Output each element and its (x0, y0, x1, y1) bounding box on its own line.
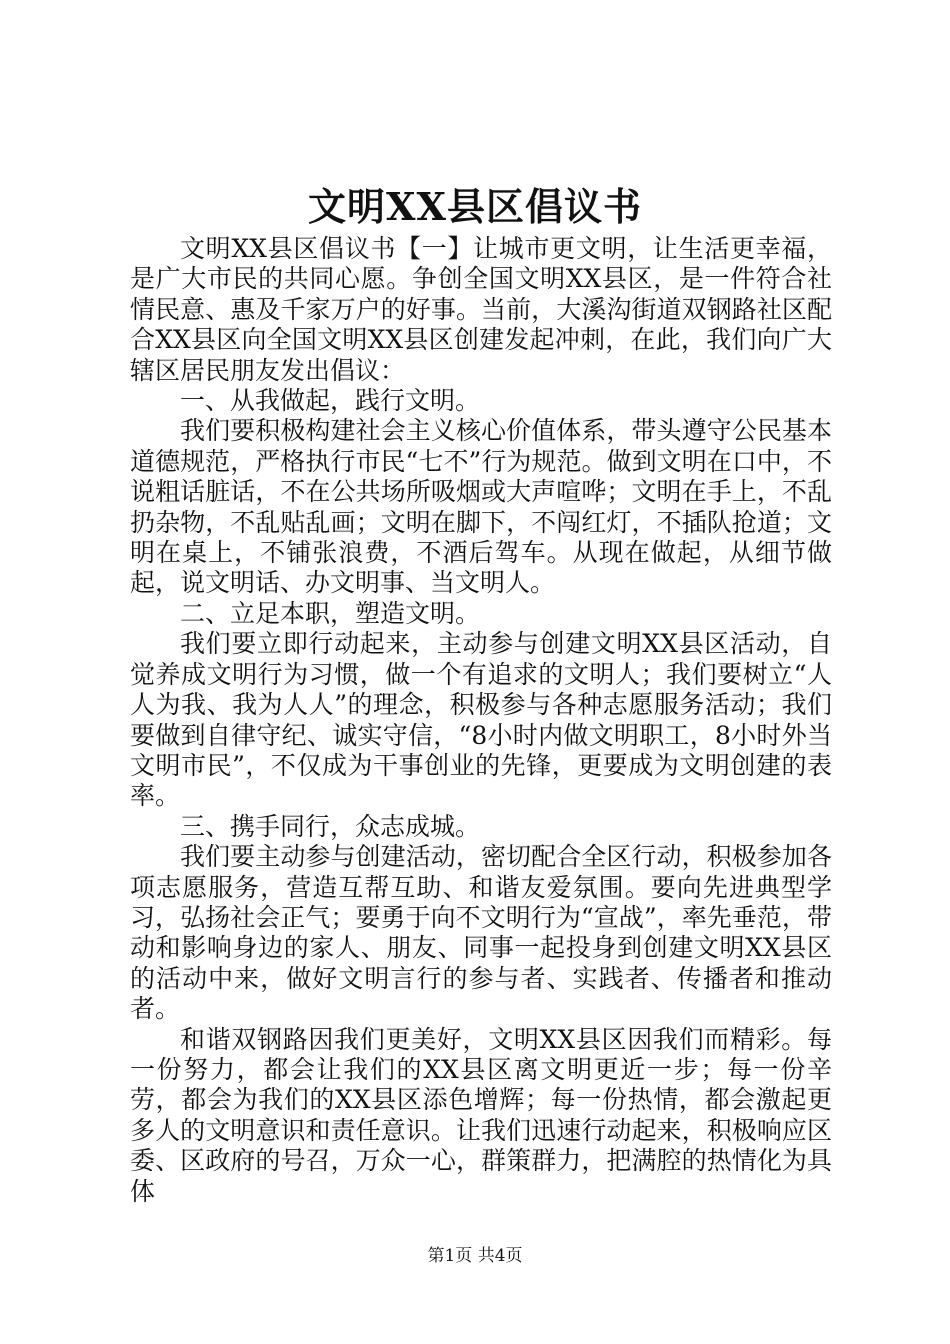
document-title: 文明XX县区倡议书 (308, 184, 642, 229)
paragraph-closing: 和谐双钢路因我们更美好，文明XX县区因我们而精彩。每一份努力，都会让我们的XX县区离文明更近一步；每一份辛劳，都会为我们的XX县区添色增辉；每一份热情，都会激起更多人的文明意识和责任意识。让我们迅速行动起来，积极响应区委、区政府的号召，万众一心，群策群力，把满腔的热情化为具体 (130, 1024, 832, 1206)
paragraph-section-3: 我们要主动参与创建活动，密切配合全区行动，积极参加各项志愿服务，营造互帮互助、和谐友爱氛围。要向先进典型学习，弘扬社会正气；要勇于向不文明行为“宣战”，率先垂范，带动和影响身边的家人、朋友、同事一起投身到创建文明XX县区的活动中来，做好文明言行的参与者、实践者、传播者和推动者。 (130, 842, 832, 1024)
paragraph-section-1: 我们要积极构建社会主义核心价值体系，带头遵守公民基本道德规范，严格执行市民“七不”行为规范。做到文明在口中，不说粗话脏话，不在公共场所吸烟或大声喧哗；文明在手上，不乱扔杂物，不乱贴乱画；文明在脚下，不闯红灯，不插队抢道；文明在桌上，不铺张浪费，不酒后驾车。从现在做起，从细节做起，说文明话、办文明事、当文明人。 (130, 416, 832, 598)
document-body (130, 234, 832, 1207)
section-heading-1: 一、从我做起，践行文明。 (180, 386, 481, 416)
section-heading-2: 二、立足本职，塑造文明。 (180, 598, 481, 628)
paragraph-section-2: 我们要立即行动起来，主动参与创建文明XX县区活动，自觉养成文明行为习惯，做一个有追求的文明人；我们要树立“人人为我、我为人人”的理念，积极参与各种志愿服务活动；我们要做到自律守纪、诚实守信，“8小时内做文明职工，8小时外当文明市民”，不仅成为干事创业的先锋，更要成为文明创建的表率。 (130, 629, 832, 811)
paragraph-intro: 文明XX县区倡议书【一】让城市更文明，让生活更幸福，是广大市民的共同心愿。争创全国文明XX县区，是一件符合社情民意、惠及千家万户的好事。当前，大溪沟街道双钢路社区配合XX县区向全国文明XX县区创建发起冲刺，在此，我们向广大辖区居民朋友发出倡议： (130, 234, 832, 385)
page-number-footer: 第1页 共4页 (427, 1246, 523, 1266)
section-heading-3: 三、携手同行，众志成城。 (180, 811, 481, 841)
